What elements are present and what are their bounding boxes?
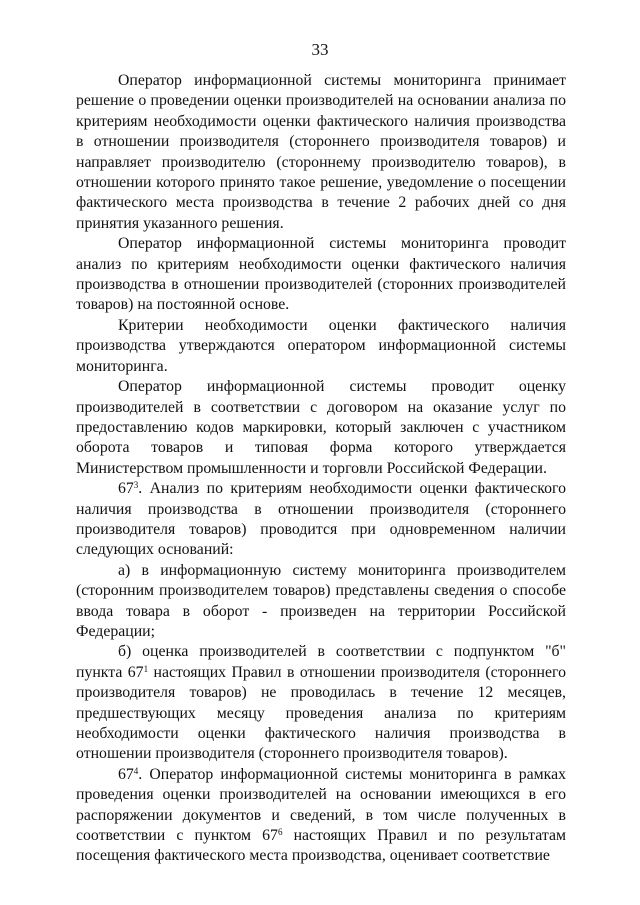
clause-text: . Анализ по критериям необходимости оценки фактического наличия производства в отношении производителя (стороннего производителя товаров) проводится при одновременном наличии следующих оснований: [76,480,566,559]
clause-number: 67 [118,480,134,498]
page-number: 33 [311,40,329,59]
clause-text-2: настоящих Правил и по результатам посещения фактического места производства, оценивает соответствие [76,827,566,865]
paragraph-67-4 [76,765,566,867]
clause-text-1: . Оператор информационной системы мониторинга в рамках проведения оценки производителей на основании имеющихся в его распоряжении документов и сведений, в том числе полученных в соответствии с пунктом 67 [76,765,566,845]
paragraph-1: Оператор информационной системы мониторинга принимает решение о проведении оценки производителей на основании анализа по критериям необходимости оценки фактического наличия производства в отношении производителя (стороннего производителя товаров) и направляет производителю (стороннему производителю товаров), в отношении которого принято такое решение, уведомление о посещении фактического места производства в течение 2 рабочих дней со дня принятия указанного решения. [76,72,566,232]
document-body [76,71,566,867]
reference-superscript: 1 [143,663,149,674]
subparagraph-b [76,642,566,764]
paragraph-4: Оператор информационной системы проводит оценку производителей в соответствии с договором на оказание услуг по предоставлению кодов маркировки, который заключен с участником оборота товаров и типовая форма которого утверждается Министерством промышленности и торговли Российской Федерации. [76,378,566,477]
subparagraph-a: а) в информационную систему мониторинга производителем (сторонним производителем товаров) представлены сведения о способе ввода товара в оборот - произведен на территории Российской Федерации; [76,561,566,640]
paragraph-67-3 [76,479,566,561]
clause-number: 67 [118,765,134,783]
reference-superscript: 6 [277,827,283,838]
subparagraph-b-text-2: настоящих Правил в отношении производителя (стороннего производителя товаров) не проводилась в течение 12 месяцев, предшествующих месяцу проведения анализа по критериям необходимости оценки фактического наличия производства в отношении производителя (стороннего производителя товаров). [76,663,566,763]
subparagraph-b-text-1: б) оценка производителей в соответствии с подпунктом "б" пункта 67 [76,643,566,681]
clause-superscript: 3 [133,480,139,491]
paragraph-2: Оператор информационной системы мониторинга проводит анализ по критериям необходимости оценки фактического наличия производства в отношении производителей (сторонних производителей товаров) на постоянной основе. [76,235,566,314]
clause-superscript: 4 [133,765,139,776]
paragraph-3: Критерии необходимости оценки фактического наличия производства утверждаются оператором информационной системы мониторинга. [76,316,566,375]
